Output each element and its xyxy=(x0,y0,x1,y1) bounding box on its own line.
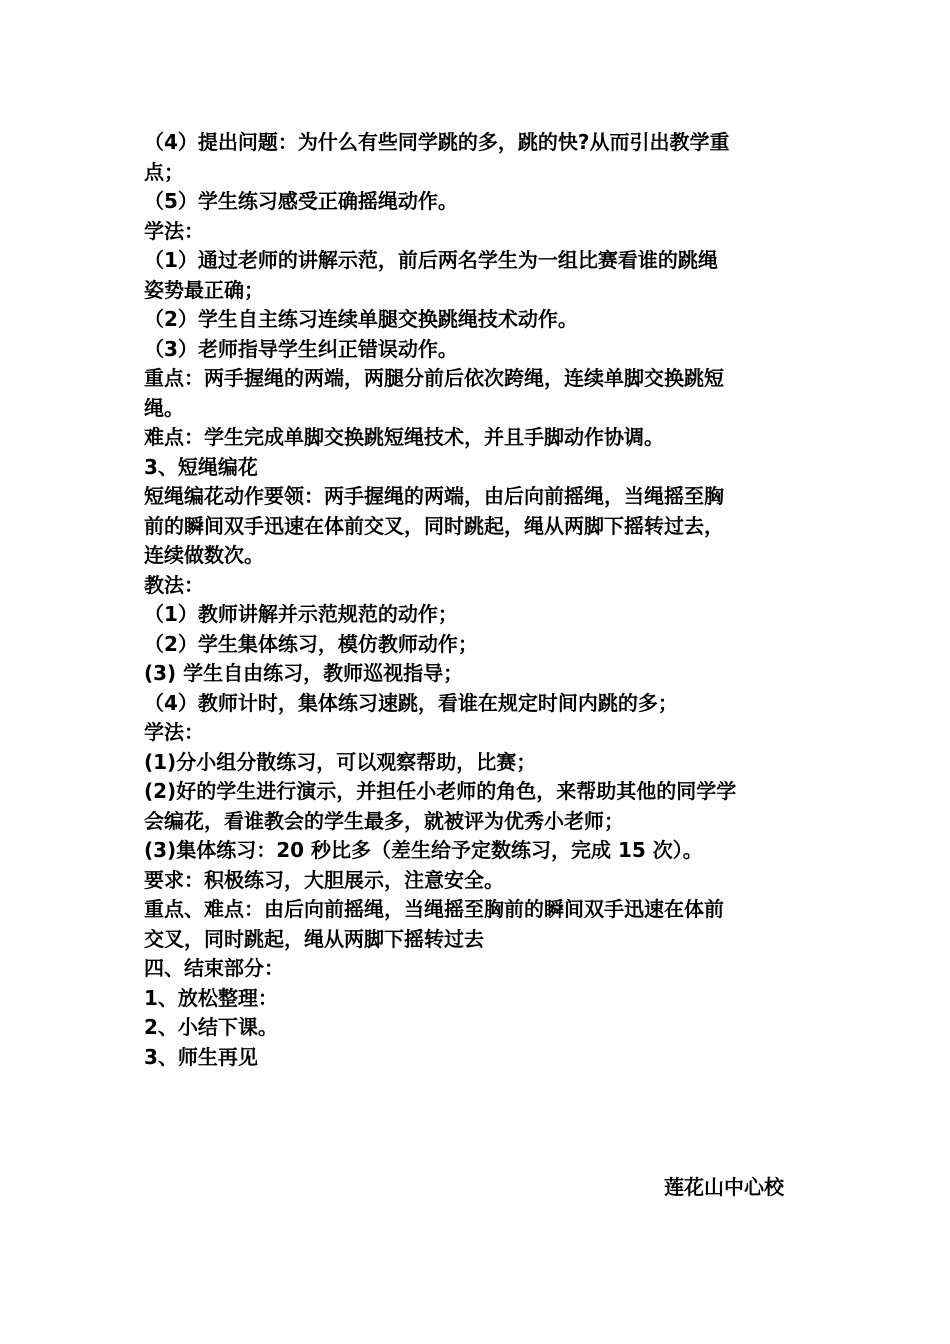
text-line: 点； xyxy=(144,159,184,184)
text-line: 交叉，同时跳起，绳从两脚下摇转过去 xyxy=(144,926,484,951)
text-line: （4）教师计时，集体练习速跳，看谁在规定时间内跳的多； xyxy=(144,690,678,715)
section-heading: 教法： xyxy=(144,572,204,597)
section-heading: 四、结束部分： xyxy=(144,956,284,980)
text-line: 难点：学生完成单脚交换跳短绳技术，并且手脚动作协调。 xyxy=(144,425,664,449)
text-line: (2)好的学生进行演示，并担任小老师的角色，来帮助其他的同学学 xyxy=(144,779,737,803)
section-heading: 3、短绳编花 xyxy=(144,454,258,479)
section-heading: 学法： xyxy=(144,218,204,243)
text-line: (3) 学生自由练习，教师巡视指导； xyxy=(144,661,464,685)
text-line: (3)集体练习：20 秒比多（差生给予定数练习，完成 15 次）。 xyxy=(144,838,703,862)
text-line: 短绳编花动作要领：两手握绳的两端，由后向前摇绳，当绳摇至胸 xyxy=(144,484,724,508)
text-line: 姿势最正确； xyxy=(144,277,264,302)
text-line: （5）学生练习感受正确摇绳动作。 xyxy=(144,189,458,213)
text-line: （3）老师指导学生纠正错误动作。 xyxy=(144,336,458,361)
text-line: （4）提出问题：为什么有些同学跳的多，跳的快?从而引出教学重 xyxy=(144,130,730,154)
text-line: 前的瞬间双手迅速在体前交叉，同时跳起，绳从两脚下摇转过去， xyxy=(144,513,724,538)
text-line: 会编花，看谁教会的学生最多，就被评为优秀小老师； xyxy=(144,808,624,833)
text-line: （2）学生集体练习，模仿教师动作； xyxy=(144,631,478,656)
text-line: 3、师生再见 xyxy=(144,1044,258,1069)
text-line: 连续做数次。 xyxy=(144,543,264,567)
text-line: 绳。 xyxy=(144,395,184,420)
section-heading: 学法： xyxy=(144,720,204,744)
text-line: （2）学生自主练习连续单腿交换跳绳技术动作。 xyxy=(144,307,578,331)
text-line: 1、放松整理： xyxy=(144,985,278,1010)
text-line: （1）教师讲解并示范规范的动作； xyxy=(144,602,458,626)
text-line: (1)分小组分散练习，可以观察帮助，比赛； xyxy=(144,749,537,774)
text-line: 要求：积极练习，大胆展示，注意安全。 xyxy=(144,867,504,892)
document-body xyxy=(144,128,809,1072)
text-line: 重点：两手握绳的两端，两腿分前后依次跨绳，连续单脚交换跳短 xyxy=(144,366,724,390)
text-line: （1）通过老师的讲解示范，前后两名学生为一组比赛看谁的跳绳 xyxy=(144,248,718,272)
school-signature: 莲花山中心校 xyxy=(664,1175,784,1199)
text-line: 2、小结下课。 xyxy=(144,1015,278,1039)
text-line: 重点、难点：由后向前摇绳，当绳摇至胸前的瞬间双手迅速在体前 xyxy=(144,897,724,921)
